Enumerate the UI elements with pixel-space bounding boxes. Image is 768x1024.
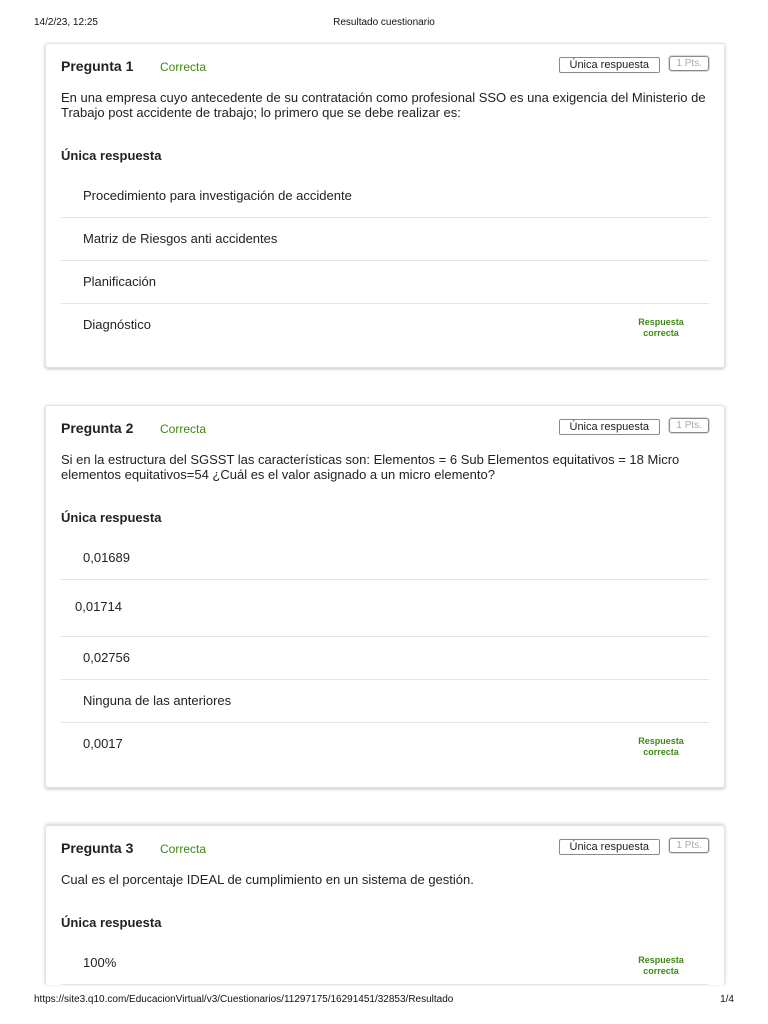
option-text: Matriz de Riesgos anti accidentes [83, 231, 278, 246]
option-text: 0,02756 [83, 650, 130, 665]
option-text: Planificación [83, 274, 156, 289]
options-list [61, 537, 709, 765]
option-text: Procedimiento para investigación de accidente [83, 188, 352, 203]
print-header [34, 17, 734, 31]
print-footer [34, 994, 734, 1008]
option-item [61, 261, 709, 304]
option-item [61, 680, 709, 723]
option-item [61, 304, 709, 346]
option-item [61, 218, 709, 261]
option-text: 0,0017 [83, 736, 123, 751]
option-item [61, 723, 709, 765]
correct-answer-tag: Respuesta correcta [638, 317, 684, 338]
question-points-badge: 1 Pts. [669, 56, 709, 71]
options-list [61, 175, 709, 346]
question-subtitle: Única respuesta [61, 510, 162, 525]
question-points-badge: 1 Pts. [669, 418, 709, 433]
print-datetime: 14/2/23, 12:25 [34, 17, 98, 28]
option-item [61, 637, 709, 680]
options-list [61, 942, 709, 985]
question-status: Correcta [160, 842, 207, 856]
question-text: En una empresa cuyo antecedente de su contratación como profesional SSO es una exigencia del Ministerio de Trabajo post accidente de trabajo; lo primero que se debe realizar es: [61, 90, 706, 120]
question-type-badge: Única respuesta [559, 419, 661, 435]
option-item [61, 942, 709, 985]
option-text: 0,01714 [75, 599, 122, 614]
question-card-3 [45, 825, 725, 985]
question-status: Correcta [160, 60, 207, 74]
question-title: Pregunta 3 [61, 840, 134, 856]
option-text: Diagnóstico [83, 317, 151, 332]
question-subtitle: Única respuesta [61, 148, 162, 163]
option-item [61, 580, 709, 637]
question-card-1 [45, 43, 725, 368]
correct-answer-tag: Respuesta correcta [638, 736, 684, 757]
question-points-badge: 1 Pts. [669, 838, 709, 853]
question-title: Pregunta 2 [61, 420, 134, 436]
option-text: Ninguna de las anteriores [83, 693, 232, 708]
option-text: 0,01689 [83, 550, 130, 565]
option-text: 100% [83, 955, 117, 970]
correct-answer-tag: Respuesta correcta [638, 955, 684, 976]
question-subtitle: Única respuesta [61, 915, 162, 930]
question-type-badge: Única respuesta [559, 57, 661, 73]
question-status: Correcta [160, 422, 207, 436]
question-text: Cual es el porcentaje IDEAL de cumplimiento en un sistema de gestión. [61, 872, 474, 887]
option-item [61, 175, 709, 218]
question-title: Pregunta 1 [61, 58, 134, 74]
print-url: https://site3.q10.com/EducacionVirtual/v3/Cuestionarios/11297175/16291451/32853/Resultado [34, 994, 454, 1005]
print-title: Resultado cuestionario [333, 17, 435, 28]
option-item [61, 537, 709, 580]
page-number: 1/4 [720, 994, 734, 1005]
question-card-2 [45, 405, 725, 788]
question-type-badge: Única respuesta [559, 839, 661, 855]
question-text: Si en la estructura del SGSST las características son: Elementos = 6 Sub Elementos equitativos = 18 Micro elementos equitativos=54 ¿Cuál es el valor asignado a un micro elemento? [61, 452, 680, 482]
